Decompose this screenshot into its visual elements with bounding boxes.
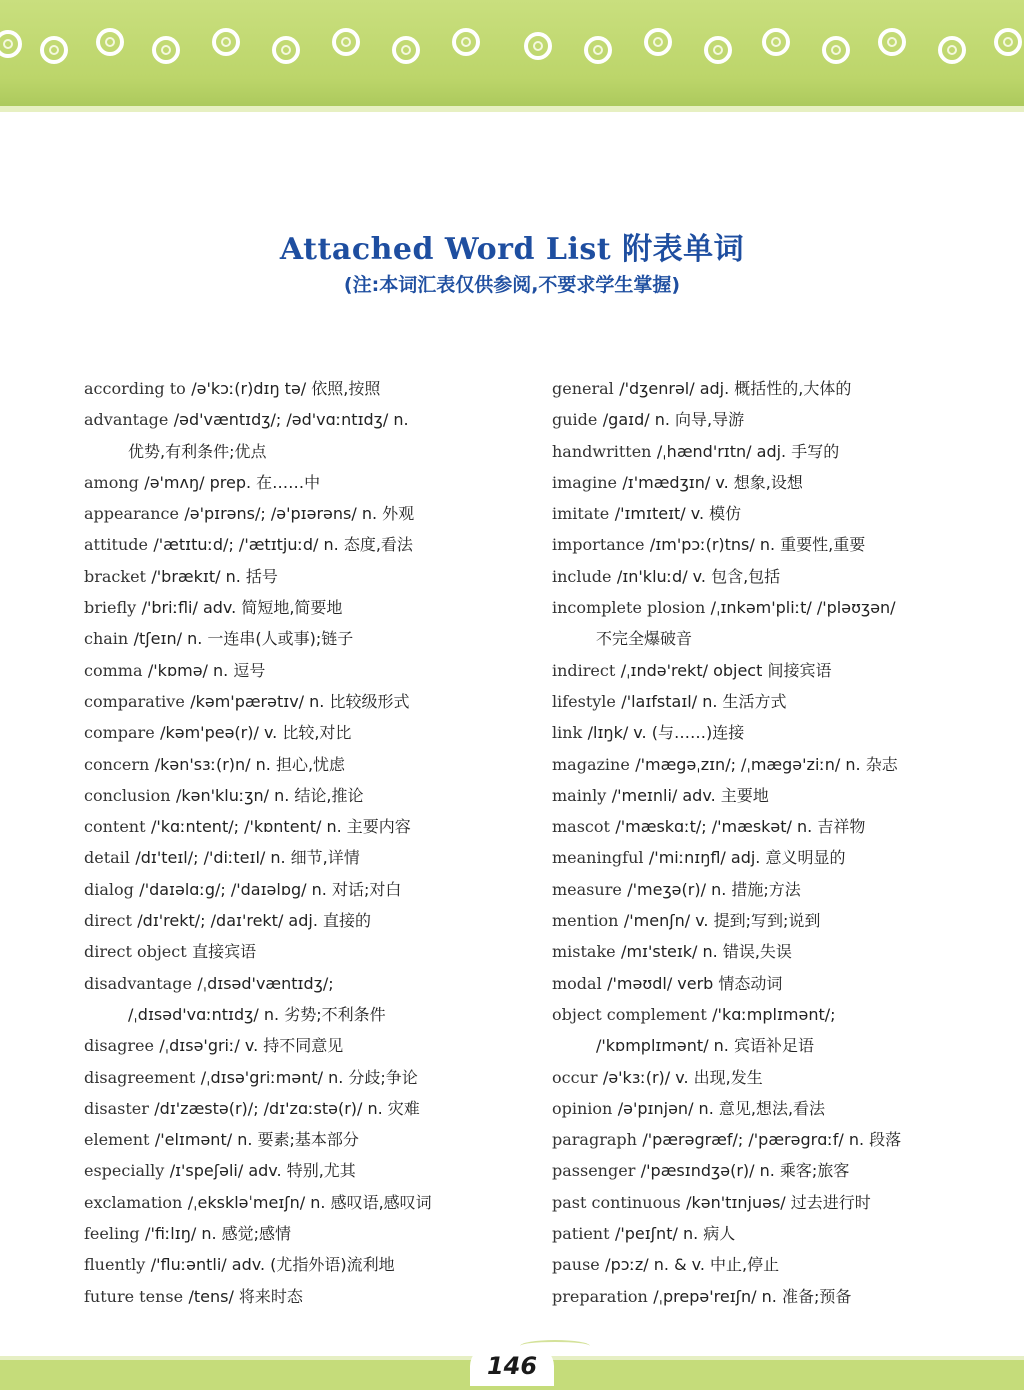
headword: mistake <box>552 942 616 962</box>
headword: incomplete plosion <box>552 598 706 618</box>
definition: /ˌdɪsə'griː/ v. 持不同意见 <box>159 1036 344 1056</box>
definition: /dɪ'rekt/; /daɪ'rekt/ adj. 直接的 <box>137 911 372 931</box>
headword: importance <box>552 535 645 555</box>
headword: mention <box>552 911 619 931</box>
definition: /'daɪəlɑːg/; /'daɪəlɒg/ n. 对话;对白 <box>139 879 402 899</box>
headword: include <box>552 566 612 586</box>
headword: passenger <box>552 1161 636 1181</box>
definition: /ˌdɪsəd'vɑːntɪdʒ/ n. 劣势;不利条件 <box>128 1004 386 1024</box>
word-entry <box>552 529 972 560</box>
definition: /'mæskɑːt/; /'mæskət/ n. 吉祥物 <box>615 817 866 837</box>
headword: paragraph <box>552 1130 637 1150</box>
headword: direct object <box>84 942 187 962</box>
headword: according to <box>84 379 186 398</box>
definition: 直接宾语 <box>192 942 257 962</box>
word-entry <box>84 1062 514 1093</box>
headword: general <box>552 379 614 398</box>
word-entry <box>84 1155 514 1186</box>
ring-icon <box>392 36 420 64</box>
word-entry-continuation <box>84 436 514 467</box>
headword: pause <box>552 1255 600 1275</box>
word-entry <box>552 1062 972 1093</box>
headword: bracket <box>84 566 146 586</box>
word-entry <box>84 717 514 748</box>
headword: imagine <box>552 472 617 492</box>
definition: /'kɑːntent/; /'kɒntent/ n. 主要内容 <box>150 817 411 837</box>
definition: /kəm'pærətɪv/ n. 比较级形式 <box>190 691 410 711</box>
word-entry <box>84 1281 514 1312</box>
ring-icon <box>332 28 360 56</box>
page-number: 146 <box>470 1346 554 1386</box>
word-entry <box>552 749 972 780</box>
word-entry <box>84 529 514 560</box>
word-entry <box>552 1155 972 1186</box>
definition: /əd'væntɪdʒ/; /əd'vɑːntɪdʒ/ n. <box>173 410 409 430</box>
definition: /ə'kɜː(r)/ v. 出现,发生 <box>602 1067 763 1087</box>
definition: /'elɪmənt/ n. 要素;基本部分 <box>154 1130 359 1150</box>
definition: /'menʃn/ v. 提到;写到;说到 <box>623 911 821 931</box>
word-entry <box>84 905 514 936</box>
word-entry <box>552 373 972 404</box>
word-entry <box>552 1249 972 1280</box>
headword: disaster <box>84 1098 149 1118</box>
definition: /'brækɪt/ n. 括号 <box>151 566 278 586</box>
headword: mascot <box>552 817 610 837</box>
ring-icon <box>0 30 22 58</box>
word-entry <box>552 1218 972 1249</box>
definition: /lɪŋk/ v. (与……)连接 <box>587 723 745 743</box>
word-entry <box>84 842 514 873</box>
headword: preparation <box>552 1286 648 1306</box>
headword: concern <box>84 754 150 774</box>
word-entry <box>552 1124 972 1155</box>
definition: /'kɒmə/ n. 逗号 <box>147 660 266 680</box>
word-entry <box>84 1218 514 1249</box>
definition: /'pærəgræf/; /'pærəgrɑːf/ n. 段落 <box>642 1130 902 1150</box>
headword: guide <box>552 410 598 430</box>
definition: /'ɪmɪteɪt/ v. 模仿 <box>614 504 742 524</box>
definition: /'briːfli/ adv. 简短地,简要地 <box>141 598 343 618</box>
definition: /'meʒə(r)/ n. 措施;方法 <box>627 879 801 899</box>
word-entry <box>84 1249 514 1280</box>
word-entry <box>84 749 514 780</box>
definition: /'pæsɪndʒə(r)/ n. 乘客;旅客 <box>640 1161 850 1181</box>
definition: /ɪ'mædʒɪn/ v. 想象,设想 <box>622 472 803 492</box>
ring-icon <box>40 36 68 64</box>
definition: /dɪ'zæstə(r)/; /dɪ'zɑːstə(r)/ n. 灾难 <box>154 1098 420 1118</box>
definition: /ˌhænd'rɪtn/ adj. 手写的 <box>656 441 840 461</box>
word-entry <box>84 936 514 967</box>
word-entry <box>552 811 972 842</box>
headword: future tense <box>84 1286 184 1306</box>
headword: conclusion <box>84 785 171 805</box>
ring-icon <box>644 28 672 56</box>
header-decoration-band <box>0 0 1024 112</box>
headword: disagree <box>84 1036 154 1056</box>
headword: patient <box>552 1224 610 1244</box>
headword: element <box>84 1130 150 1150</box>
headword: meaningful <box>552 848 644 868</box>
word-entry <box>84 1124 514 1155</box>
page-title: Attached Word List 附表单词 <box>279 232 745 267</box>
word-entry <box>84 874 514 905</box>
word-entry <box>84 623 514 654</box>
definition: /kən'kluːʒn/ n. 结论,推论 <box>175 785 364 805</box>
headword: lifestyle <box>552 691 616 711</box>
word-entry <box>84 561 514 592</box>
word-entry-continuation <box>552 1030 972 1061</box>
headword: disadvantage <box>84 973 192 993</box>
definition: /pɔːz/ n. & v. 中止,停止 <box>605 1255 780 1275</box>
definition: /kən'sɜː(r)n/ n. 担心,忧虑 <box>154 754 346 774</box>
definition: 不完全爆破音 <box>596 629 693 649</box>
word-entry <box>84 655 514 686</box>
ring-icon <box>878 28 906 56</box>
definition: /'laɪfstaɪl/ n. 生活方式 <box>621 691 787 711</box>
headword: compare <box>84 723 155 743</box>
headword: attitude <box>84 535 148 555</box>
headword: advantage <box>84 410 169 430</box>
definition: /ə'kɔː(r)dɪŋ tə/ 依照,按照 <box>191 379 381 398</box>
headword: comma <box>84 660 143 680</box>
word-entry <box>552 404 972 435</box>
decorative-rings <box>0 18 1024 68</box>
header-separator <box>0 106 1024 112</box>
word-entry <box>552 436 972 467</box>
word-entry <box>84 1187 514 1218</box>
word-entry <box>552 968 972 999</box>
word-entry <box>84 968 514 999</box>
definition: /ˌɪnkəm'pliːt/ /'pləʊʒən/ <box>710 598 896 618</box>
definition: /'fiːlɪŋ/ n. 感觉;感情 <box>145 1224 292 1244</box>
ring-icon <box>212 28 240 56</box>
word-entry <box>84 811 514 842</box>
word-entry <box>84 780 514 811</box>
word-list-right-column <box>552 373 972 1312</box>
word-entry <box>552 1281 972 1312</box>
headword: handwritten <box>552 441 652 461</box>
word-entry <box>552 498 972 529</box>
headword: content <box>84 817 146 837</box>
definition: /kəm'peə(r)/ v. 比较,对比 <box>160 723 352 743</box>
word-entry <box>552 467 972 498</box>
word-entry-continuation <box>552 623 972 654</box>
headword: feeling <box>84 1224 140 1244</box>
word-entry <box>552 905 972 936</box>
headword: measure <box>552 879 622 899</box>
headword: dialog <box>84 879 134 899</box>
definition: /'meɪnli/ adv. 主要地 <box>611 785 769 805</box>
headword: past continuous <box>552 1192 681 1212</box>
definition: /ə'pɪrəns/; /ə'pɪərəns/ n. 外观 <box>184 504 415 524</box>
definition: /'peɪʃnt/ n. 病人 <box>614 1224 736 1244</box>
ring-icon <box>822 36 850 64</box>
definition: /mɪ'steɪk/ n. 错误,失误 <box>621 942 792 962</box>
word-entry <box>552 561 972 592</box>
headword: appearance <box>84 504 179 524</box>
definition: /'məʊdl/ verb 情态动词 <box>607 973 783 993</box>
definition: /'dʒenrəl/ adj. 概括性的,大体的 <box>619 379 852 398</box>
definition: /ˌprepə'reɪʃn/ n. 准备;预备 <box>653 1286 852 1306</box>
definition: /ə'mʌŋ/ prep. 在……中 <box>144 472 321 492</box>
word-entry <box>84 592 514 623</box>
ring-icon <box>96 28 124 56</box>
ring-icon <box>524 32 552 60</box>
word-entry <box>552 999 972 1030</box>
definition: /'mægəˌzɪn/; /ˌmægə'ziːn/ n. 杂志 <box>635 754 898 774</box>
ring-icon <box>584 36 612 64</box>
word-entry <box>552 592 972 623</box>
headword: fluently <box>84 1255 146 1275</box>
headword: among <box>84 472 139 492</box>
word-entry <box>552 717 972 748</box>
word-entry <box>552 780 972 811</box>
definition: /ˌekskləˈmeɪʃn/ n. 感叹语,感叹词 <box>187 1192 432 1212</box>
word-entry <box>552 874 972 905</box>
headword: occur <box>552 1067 598 1087</box>
page-subtitle: (注:本词汇表仅供参阅,不要求学生掌握) <box>343 274 681 296</box>
definition: /kən'tɪnjuəs/ 过去进行时 <box>686 1192 871 1212</box>
word-entry <box>552 686 972 717</box>
headword: disagreement <box>84 1067 196 1087</box>
ring-icon <box>938 36 966 64</box>
headword: link <box>552 723 583 743</box>
definition: /'kɒmplɪmənt/ n. 宾语补足语 <box>596 1036 814 1056</box>
word-entry <box>84 467 514 498</box>
headword: indirect <box>552 660 616 680</box>
word-entry <box>84 1030 514 1061</box>
word-entry <box>552 936 972 967</box>
ring-icon <box>994 28 1022 56</box>
definition: 优势,有利条件;优点 <box>128 441 267 461</box>
headword: chain <box>84 629 129 649</box>
headword: imitate <box>552 504 610 524</box>
definition: /tens/ 将来时态 <box>188 1286 303 1306</box>
ring-icon <box>704 36 732 64</box>
definition: /'fluːəntli/ adv. (尤指外语)流利地 <box>150 1255 395 1275</box>
word-entry <box>84 373 514 404</box>
definition: /ɪ'speʃəli/ adv. 特别,尤其 <box>169 1161 356 1181</box>
headword: exclamation <box>84 1192 183 1212</box>
definition: /ˌɪndə'rekt/ object 间接宾语 <box>620 660 832 680</box>
ring-icon <box>152 36 180 64</box>
ring-icon <box>452 28 480 56</box>
definition: /ɪm'pɔː(r)tns/ n. 重要性,重要 <box>649 535 866 555</box>
word-entry-continuation <box>84 999 514 1030</box>
word-entry <box>552 655 972 686</box>
word-list-left-column <box>84 373 514 1312</box>
headword: especially <box>84 1161 165 1181</box>
definition: /ɪn'kluːd/ v. 包含,包括 <box>616 566 781 586</box>
headword: magazine <box>552 754 630 774</box>
definition: /gaɪd/ n. 向导,导游 <box>602 410 745 430</box>
headword: opinion <box>552 1098 613 1118</box>
word-entry <box>552 1093 972 1124</box>
word-entry <box>84 1093 514 1124</box>
headword: mainly <box>552 785 607 805</box>
definition: /'ætɪtuːd/; /'ætɪtjuːd/ n. 态度,看法 <box>153 535 413 555</box>
word-entry <box>552 842 972 873</box>
word-entry <box>84 498 514 529</box>
headword: direct <box>84 911 132 931</box>
definition: /tʃeɪn/ n. 一连串(人或事);链子 <box>133 629 354 649</box>
definition: /ˌdɪsəd'væntɪdʒ/; <box>197 973 334 993</box>
headword: detail <box>84 848 130 868</box>
word-entry <box>84 404 514 435</box>
headword: modal <box>552 973 602 993</box>
word-entry <box>84 686 514 717</box>
headword: comparative <box>84 691 185 711</box>
ring-icon <box>762 28 790 56</box>
headword: object complement <box>552 1004 707 1024</box>
ring-icon <box>272 36 300 64</box>
headword: briefly <box>84 598 137 618</box>
definition: /'miːnɪŋfl/ adj. 意义明显的 <box>648 848 846 868</box>
definition: /dɪ'teɪl/; /'diːteɪl/ n. 细节,详情 <box>135 848 360 868</box>
definition: /ˌdɪsə'griːmənt/ n. 分歧;争论 <box>200 1067 418 1087</box>
definition: /ə'pɪnjən/ n. 意见,想法,看法 <box>617 1098 826 1118</box>
word-entry <box>552 1187 972 1218</box>
definition: /'kɑːmplɪmənt/; <box>712 1004 836 1024</box>
